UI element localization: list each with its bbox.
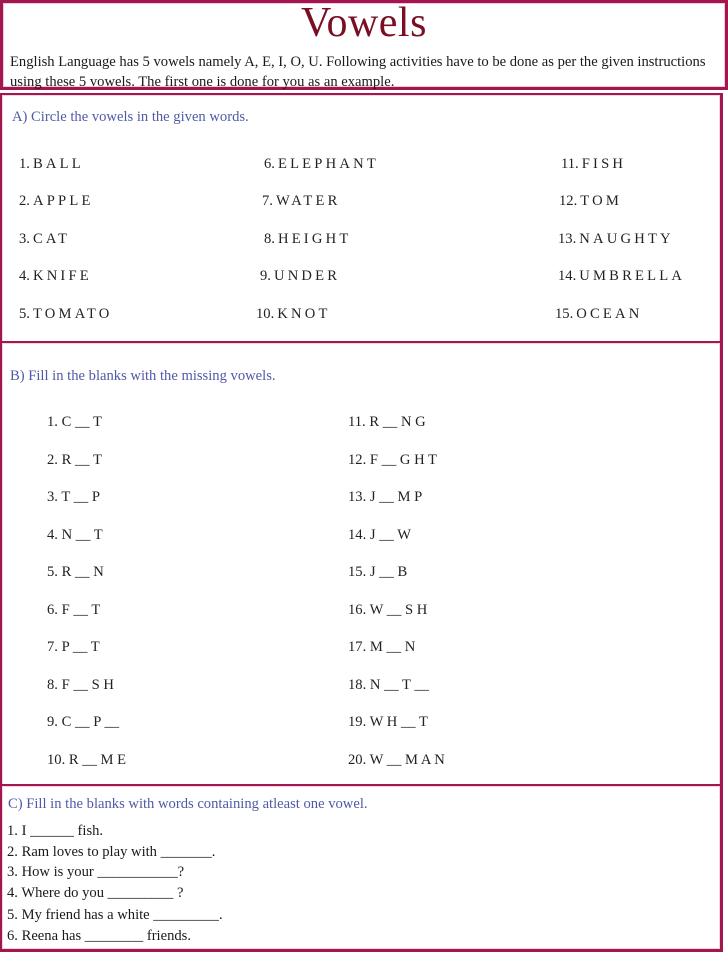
word-item: 15. OCEAN xyxy=(555,306,643,322)
blank-item: 8. F __ S H xyxy=(47,677,114,693)
section-a-heading: A) Circle the vowels in the given words. xyxy=(12,109,249,125)
section-fill-words xyxy=(0,784,723,952)
blank-item: 14. J __ W xyxy=(348,527,411,543)
section-circle-vowels xyxy=(0,93,723,344)
header-box xyxy=(0,0,728,90)
section-b-heading: B) Fill in the blanks with the missing vowels. xyxy=(10,368,276,384)
word-item: 1. BALL xyxy=(19,156,84,172)
blank-item: 12. F __ G H T xyxy=(348,452,437,468)
word-item: 13. NAUGHTY xyxy=(558,231,674,247)
blank-item: 17. M __ N xyxy=(348,639,416,655)
blank-item: 19. W H __ T xyxy=(348,714,428,730)
word-item: 6. ELEPHANT xyxy=(264,156,379,172)
word-item: 2. APPLE xyxy=(19,193,94,209)
word-item: 3. CAT xyxy=(19,231,71,247)
word-item: 7. WATER xyxy=(262,193,341,209)
word-item: 5. TOMATO xyxy=(19,306,113,322)
blank-item: 11. R __ N G xyxy=(348,414,426,430)
sentence-item: 1. I ______ fish. xyxy=(7,823,104,839)
sentence-item: 6. Reena has ________ friends. xyxy=(7,928,192,944)
sentence-item: 3. How is your ___________? xyxy=(7,864,185,880)
word-item: 14. UMBRELLA xyxy=(558,268,686,284)
section-c-heading: C) Fill in the blanks with words containing atleast one vowel. xyxy=(8,796,368,812)
blank-item: 2. R __ T xyxy=(47,452,102,468)
page-title: Vowels xyxy=(301,0,427,46)
section-missing-vowels xyxy=(0,341,723,787)
blank-item: 20. W __ M A N xyxy=(348,752,445,768)
sentence-item: 4. Where do you _________ ? xyxy=(7,885,184,901)
word-item: 9. UNDER xyxy=(260,268,341,284)
blank-item: 3. T __ P xyxy=(47,489,100,505)
sentence-item: 5. My friend has a white _________. xyxy=(7,907,223,923)
word-item: 4. KNIFE xyxy=(19,268,92,284)
blank-item: 18. N __ T __ xyxy=(348,677,429,693)
intro-text: English Language has 5 vowels namely A, E, I, O, U. Following activities have to be done as per the given instructions using these 5 vowels. The first one is done for you as an example. xyxy=(10,54,706,90)
blank-item: 15. J __ B xyxy=(348,564,408,580)
sentence-item: 2. Ram loves to play with _______. xyxy=(7,844,216,860)
blank-item: 9. C __ P __ xyxy=(47,714,120,730)
blank-item: 5. R __ N xyxy=(47,564,104,580)
blank-item: 6. F __ T xyxy=(47,602,101,618)
word-item: 8. HEIGHT xyxy=(264,231,352,247)
blank-item: 7. P __ T xyxy=(47,639,100,655)
blank-item: 4. N __ T xyxy=(47,527,103,543)
blank-item: 10. R __ M E xyxy=(47,752,127,768)
blank-item: 1. C __ T xyxy=(47,414,102,430)
blank-item: 13. J __ M P xyxy=(348,489,423,505)
word-item: 10. KNOT xyxy=(256,306,331,322)
word-item: 11. FISH xyxy=(561,156,627,172)
blank-item: 16. W __ S H xyxy=(348,602,428,618)
word-item: 12. TOM xyxy=(559,193,623,209)
